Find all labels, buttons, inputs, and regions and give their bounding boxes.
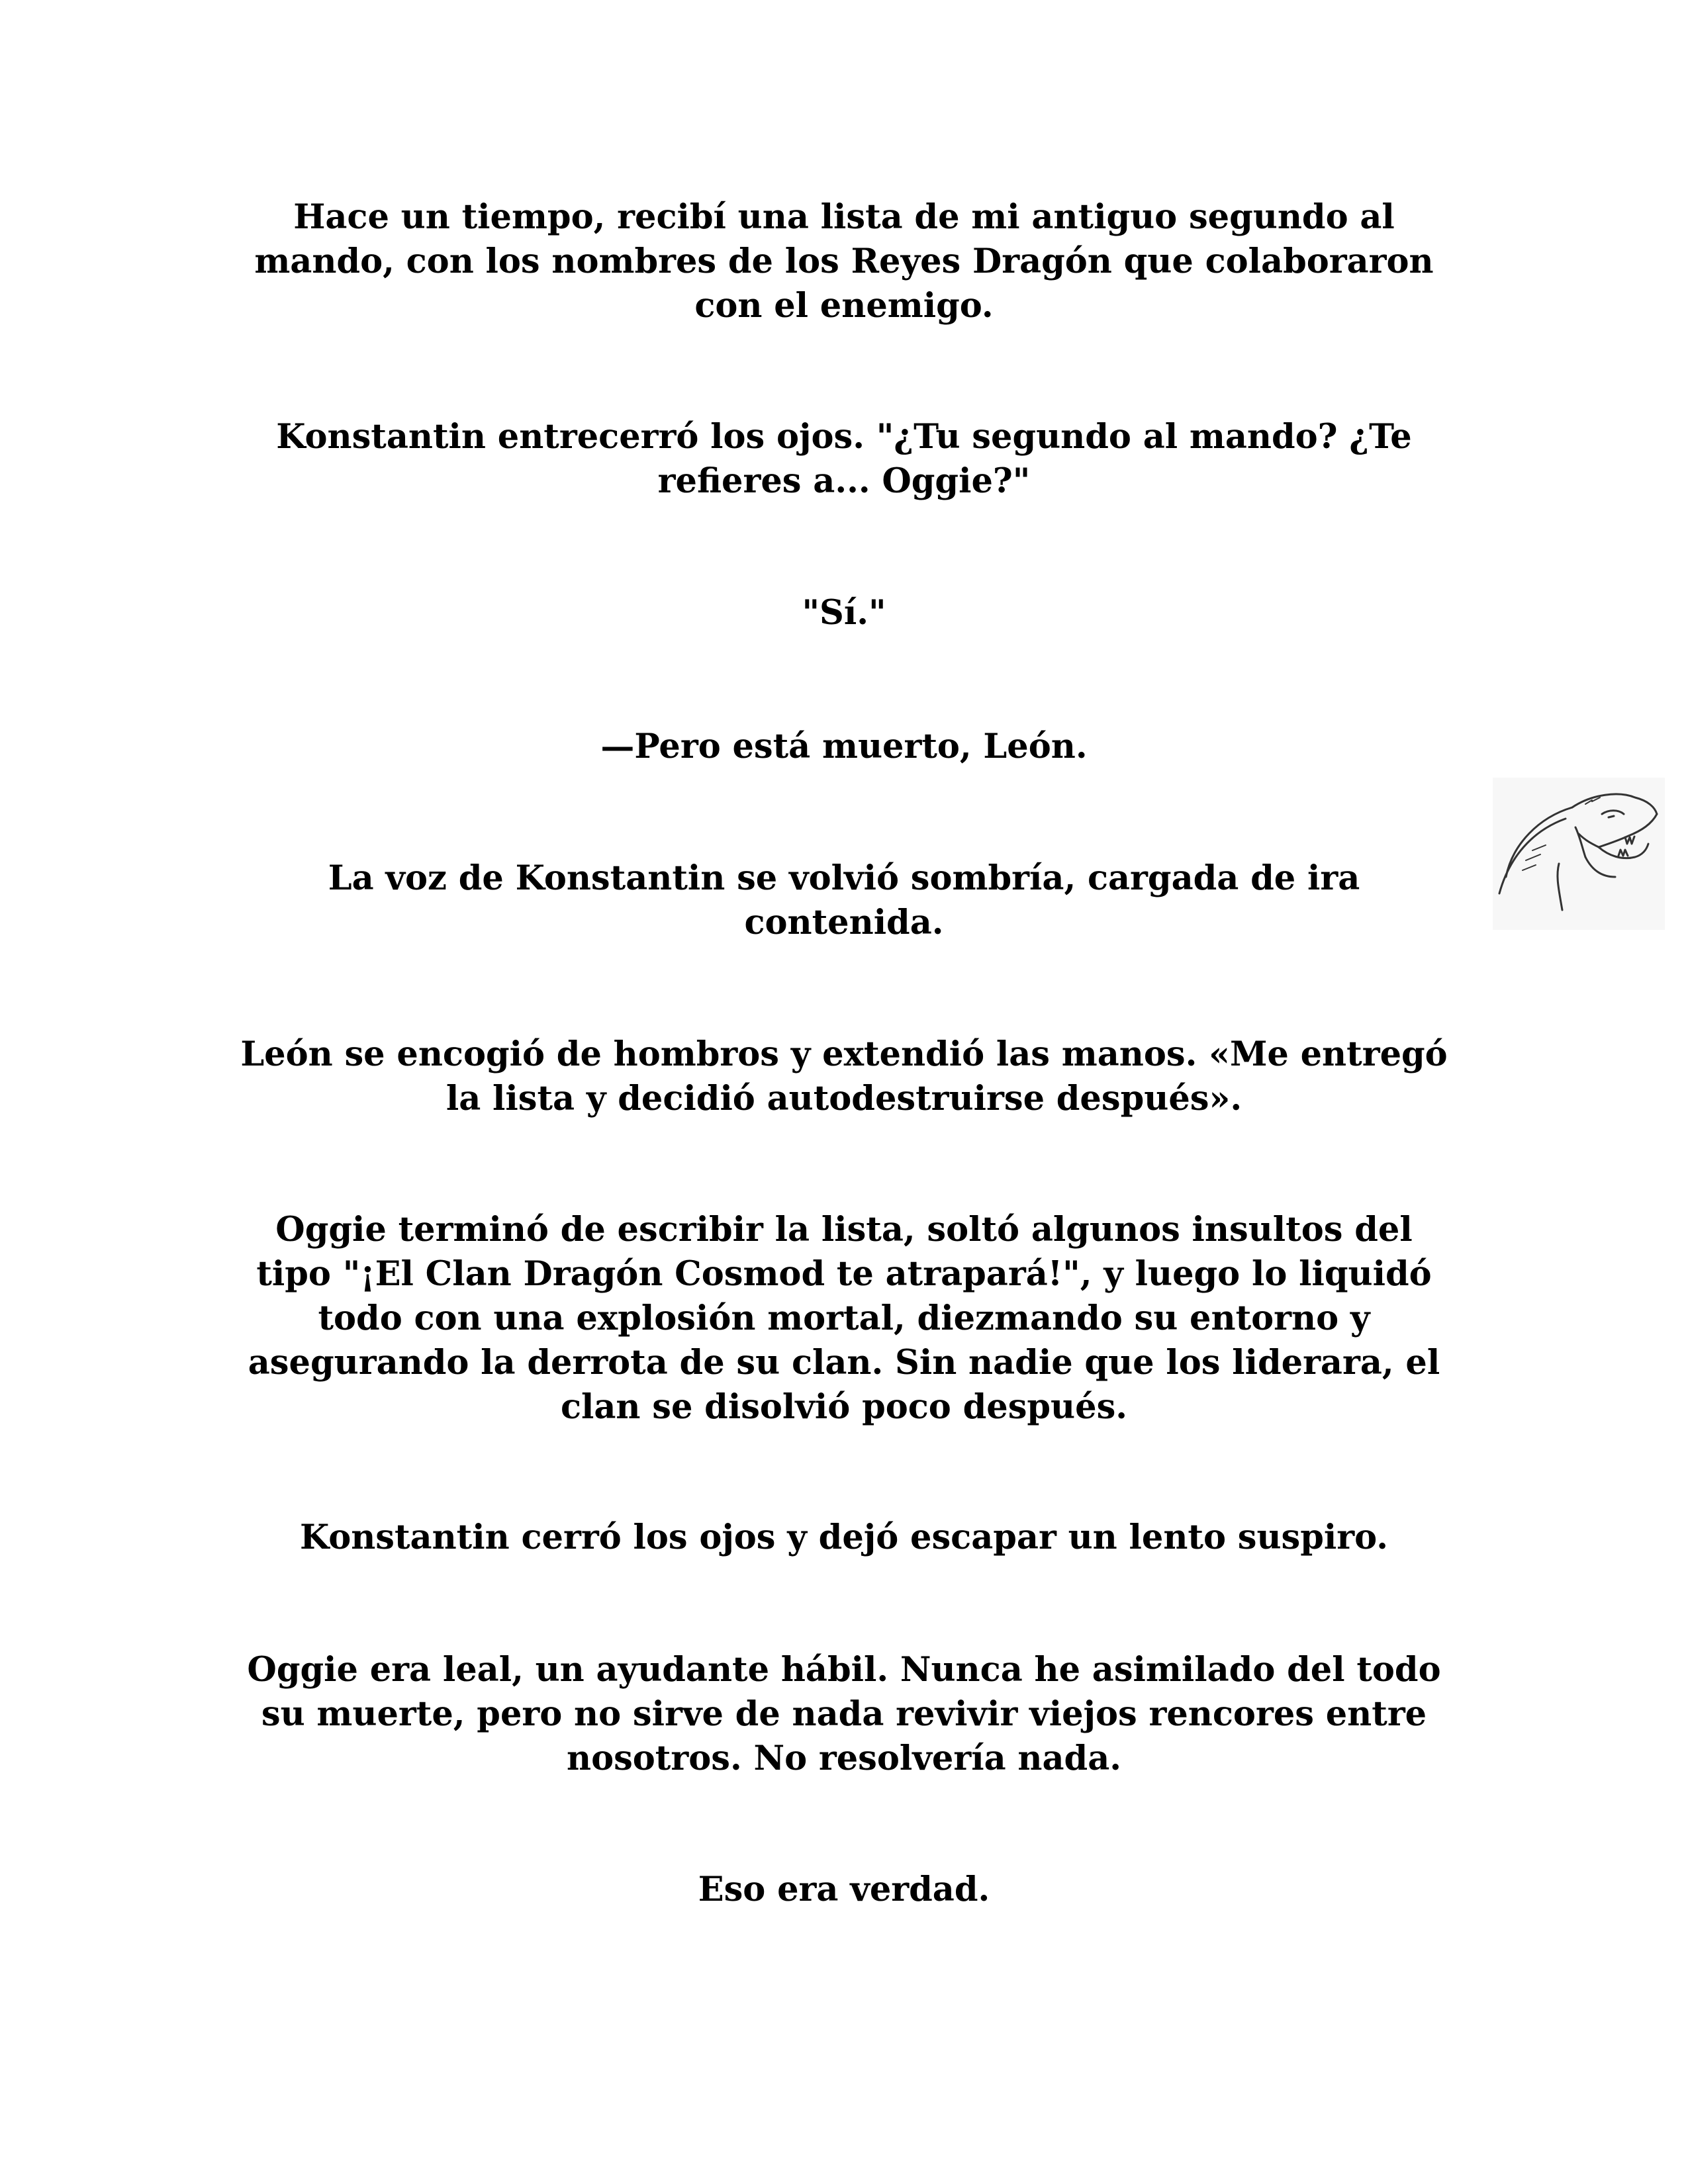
paragraph-4: —Pero está muerto, León.	[600, 727, 1088, 766]
paragraph-7: Oggie terminó de escribir la lista, soltó algunos insultos del tipo "¡El Clan Dragón Cosmod te atrapará!", y luego lo liquidó todo con una explosión mortal, diezmando su entorno y asegurando la derrota de su clan. Sin nadie que los liderara, el clan se disolvió poco después.	[248, 1210, 1440, 1427]
paragraph-2: Konstantin entrecerró los ojos. "¿Tu segundo al mando? ¿Te refieres a... Oggie?"	[276, 417, 1412, 501]
paragraph-9: Oggie era leal, un ayudante hábil. Nunca he asimilado del todo su muerte, pero no sirve de nada revivir viejos rencores entre nosotros. No resolvería nada.	[247, 1650, 1441, 1778]
paragraph-1: Hace un tiempo, recibí una lista de mi antiguo segundo al mando, con los nombres de los Reyes Dragón que colaboraron con el enemigo.	[254, 197, 1434, 326]
dragon-head-sketch-icon	[1493, 778, 1665, 930]
paragraph-10: Eso era verdad.	[698, 1870, 990, 1909]
paragraph-6: León se encogió de hombros y extendió las manos. «Me entregó la lista y decidió autodestruirse después».	[240, 1034, 1448, 1118]
paragraph-5: La voz de Konstantin se volvió sombría, cargada de ira contenida.	[328, 858, 1360, 942]
paragraph-3: "Sí."	[802, 593, 886, 633]
paragraph-8: Konstantin cerró los ojos y dejó escapar un lento suspiro.	[299, 1518, 1389, 1557]
